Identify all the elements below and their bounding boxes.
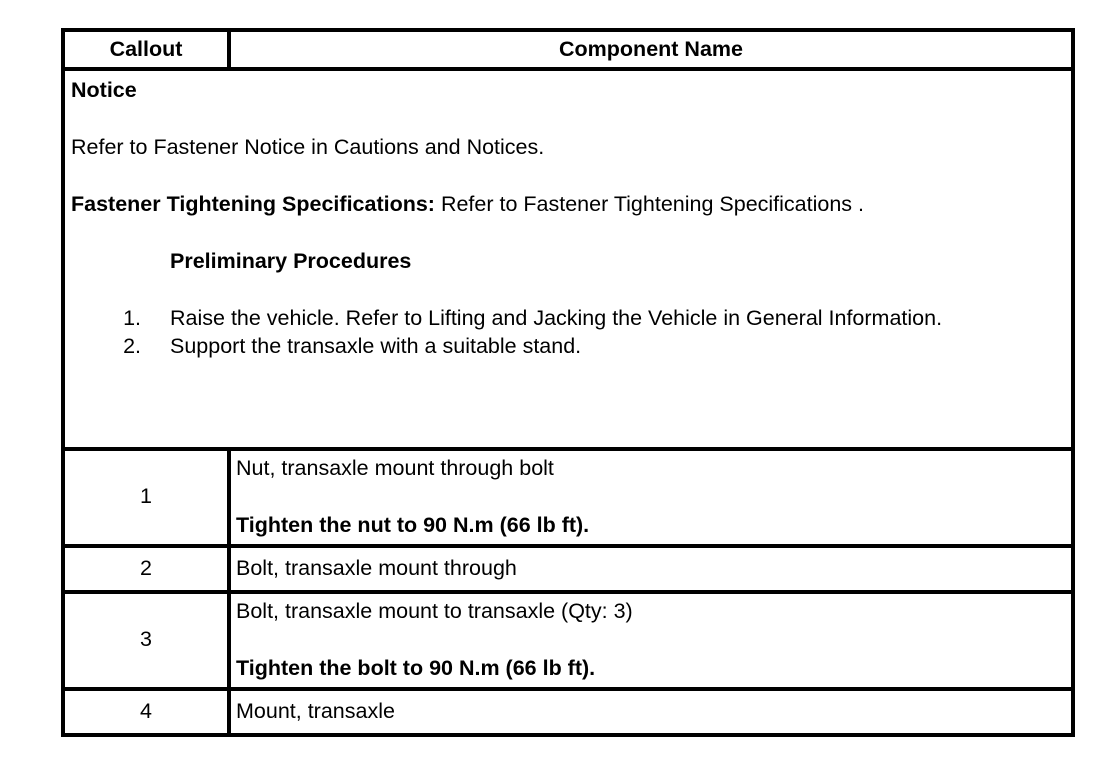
procedure-step [71, 333, 1065, 361]
table-row [63, 592, 1073, 689]
fastener-notice: Refer to Fastener Notice in Cautions and Notices. [71, 134, 545, 159]
component-name-header: Component Name [229, 30, 1073, 69]
procedure-steps [71, 305, 1065, 361]
component-name: Nut, transaxle mount through bolt [236, 456, 554, 480]
fastener-spec-label: Fastener Tightening Specifications: [71, 191, 435, 216]
callout-header: Callout [63, 30, 229, 69]
callout-cell: 4 [63, 689, 229, 735]
component-name: Mount, transaxle [229, 689, 1073, 735]
callout-cell: 1 [63, 449, 229, 546]
step-number: 2. [123, 333, 141, 358]
table-row [63, 449, 1073, 546]
procedure-step [71, 305, 1065, 333]
component-cell [229, 449, 1073, 546]
step-text: Support the transaxle with a suitable stand. [170, 333, 582, 358]
fastener-spec-line [71, 191, 1065, 219]
component-table [61, 28, 1075, 737]
notice-title: Notice [71, 78, 137, 102]
table-header-row [63, 30, 1073, 69]
callout-cell: 3 [63, 592, 229, 689]
component-cell [229, 592, 1073, 689]
component-name: Bolt, transaxle mount to transaxle (Qty: 3) [236, 598, 633, 623]
step-number: 1. [123, 305, 141, 330]
notice-row [63, 69, 1073, 449]
callout-cell: 2 [63, 546, 229, 592]
torque-spec: Tighten the nut to 90 N.m (66 lb ft). [236, 512, 590, 537]
component-name: Bolt, transaxle mount through [229, 546, 1073, 592]
notice-cell [63, 69, 1073, 449]
table-row [63, 689, 1073, 735]
step-text: Raise the vehicle. Refer to Lifting and Jacking the Vehicle in General Information. [170, 305, 943, 330]
preliminary-procedures-title: Preliminary Procedures [170, 248, 412, 273]
torque-spec: Tighten the bolt to 90 N.m (66 lb ft). [236, 655, 596, 680]
table-row [63, 546, 1073, 592]
fastener-spec-text: Refer to Fastener Tightening Specifications . [434, 191, 865, 216]
